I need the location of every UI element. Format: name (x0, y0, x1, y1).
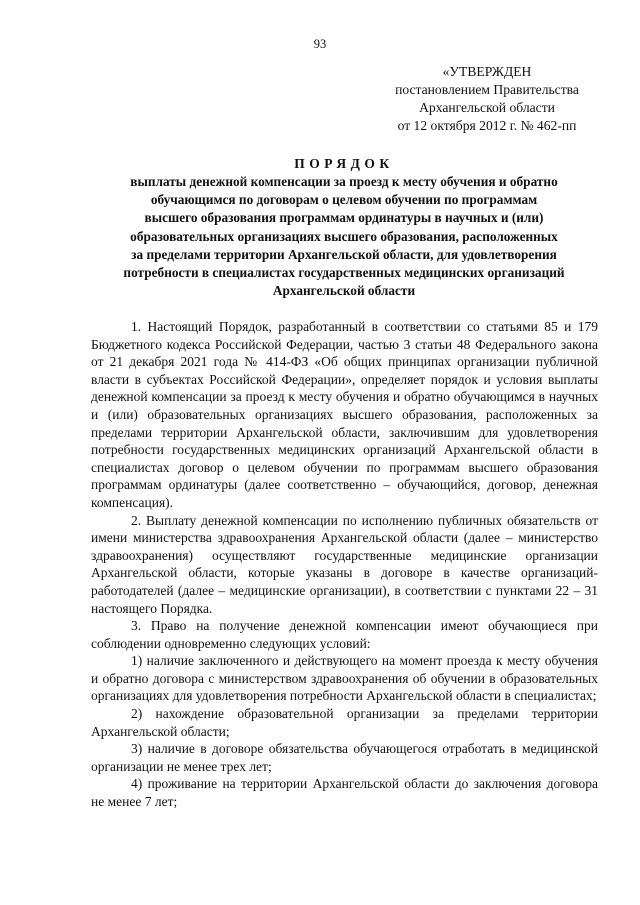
paragraph-2: 2. Выплату денежной компенсации по исполнению публичных обязательств от имени министерства здравоохранения Архангельской области (далее – министерство здравоохранения) осуществляют государственные медицинские организации Архангельской области, которые указаны в договоре в качестве организаций-работодателей (далее – медицинские организации), в соответствии с пунктами 22 – 31 настоящего Порядка. (91, 512, 598, 616)
document-subtitle (80, 173, 608, 300)
approval-line-1: «УТВЕРЖДЕН (442, 64, 532, 79)
subtitle-line-3: высшего образования программам ординатуры в научных и (или) (144, 210, 544, 226)
subtitle-line-6: потребности в специалистах государственных медицинских организаций (123, 265, 565, 281)
approval-line-4: от 12 октября 2012 г. № 462-пп (397, 118, 577, 133)
paragraph-3: 3. Право на получение денежной компенсации имеют обучающиеся при соблюдении одновременно следующих условий: (91, 618, 598, 651)
document-body (91, 318, 598, 811)
approval-stamp-block (372, 63, 602, 135)
paragraph-1: 1. Настоящий Порядок, разработанный в соответствии со статьями 85 и 179 Бюджетного кодекса Российской Федерации, частью 3 статьи 48 Федерального закона от 21 декабря 2021 года № 414-ФЗ «Об общих принципах организации публичной власти в субъектах Российской Федерации», определяет порядок и условия выплаты денежной компенсации за проезд к месту обучения и обратно обучающимся в научных и (или) образовательных организациях высшего образования, расположенных за пределами территории Архангельской области, заключившим для удовлетворения потребности государственных медицинских организаций Архангельской области в специалистах договор о целевом обучении по программам высшего образования программам ординатуры (далее соответственно – обучающийся, договор, денежная компенсация). (91, 319, 598, 510)
condition-2: 2) нахождение образовательной организации за пределами территории Архангельской области; (91, 706, 598, 739)
subtitle-line-7: Архангельской области (272, 283, 416, 299)
subtitle-line-4: образовательных организациях высшего образования, расположенных (130, 228, 558, 244)
condition-3: 3) наличие в договоре обязательства обучающегося отработать в медицинской организации не менее трех лет; (91, 741, 598, 774)
document-title: ПОРЯДОК (294, 156, 394, 171)
condition-1: 1) наличие заключенного и действующего на момент проезда к месту обучения и обратно договора с министерством здравоохранения об обучении в образовательных организациях для удовлетворения потребности Архангельской области в специалистах; (91, 653, 598, 704)
subtitle-line-2: обучающимся по договорам о целевом обучении по программам (150, 192, 538, 208)
condition-4: 4) проживание на территории Архангельской области до заключения договора не менее 7 лет; (91, 776, 598, 810)
approval-line-2: постановлением Правительства (395, 82, 579, 97)
subtitle-line-5: за пределами территории Архангельской области, для удовлетворения (131, 246, 557, 262)
approval-line-3: Архангельской области (419, 100, 555, 115)
page-number: 93 (313, 37, 327, 51)
subtitle-line-1: выплаты денежной компенсации за проезд к месту обучения и обратно (130, 174, 558, 189)
